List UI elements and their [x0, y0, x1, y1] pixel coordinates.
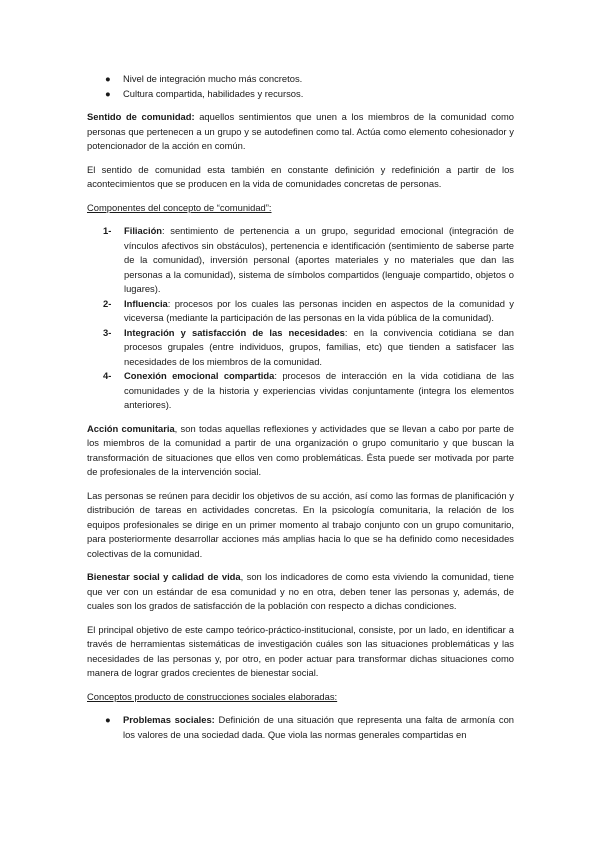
list-item: ● Problemas sociales: Definición de una situación que representa una falta de armonía con los valores de una sociedad dada. Que viola las normas generales compartidas en — [105, 714, 514, 740]
item-number: 1- — [103, 225, 112, 236]
bienestar-paragraph: Bienestar social y calidad de vida, son los indicadores de como esta viviendo la comunidad, tiene que ver con un estándar de esa comunidad y no en otra, deben tener las personas y, además, de cuales son los grados de satisfacción de la población con respecto a dichas condiciones. — [87, 571, 514, 611]
term: Acción comunitaria — [87, 422, 175, 434]
bullet-icon: ● — [105, 87, 111, 99]
item-number: 3- — [103, 326, 112, 338]
list-item: 1- Filiación: sentimiento de pertenencia a un grupo, seguridad emocional (integración de vínculos afectivos sin obstáculos), pertenencia e identificación (sentimiento de saberse parte de la comunidad), inversión personal (aportes materiales y no materiales que dan las personas a la comunidad), sistema de símbolos compartidos (lenguaje compartido, objetos o lugares). — [103, 225, 514, 294]
objetivo-paragraph: El principal objetivo de este campo teórico-práctico-institucional, consiste, por un lado, en identificar a través de herramientas sistemáticas de investigación cuáles son las situaciones problemáticas y las necesidades de las personas y, por otro, en poder actuar para transformar dichas situaciones como manera de lograr grados crecientes de bienestar social. — [87, 623, 514, 678]
bullet-icon: ● — [105, 73, 111, 84]
term: Bienestar social y calidad de vida — [87, 571, 241, 582]
item-number: 2- — [103, 297, 112, 309]
accion-paragraph: Acción comunitaria, son todas aquellas reflexiones y actividades que se llevan a cabo por parte de los miembros de la comunidad a partir de una organización o grupo comunitario y que buscan la transformación de situaciones que ellos ven como problemáticas. Ésta puede ser motivada por parte de profesionales de la intervención social. — [87, 422, 514, 477]
conceptos-list — [87, 713, 514, 742]
sentido-paragraph-2: El sentido de comunidad esta también en constante definición y redefinición a partir de los acontecimientos que se producen en la vida de comunidades concretas de personas. — [87, 163, 514, 189]
term: Sentido de comunidad: — [87, 111, 195, 122]
bullet-icon: ● — [105, 714, 111, 725]
section-title: Conceptos producto de construcciones sociales elaboradas: — [87, 690, 338, 702]
item-number: 4- — [103, 370, 112, 381]
list-item: 4- Conexión emocional compartida: procesos de interacción en la vida cotidiana de las comunidades y de la historia y experiencias vividas conjuntamente (integra los elementos anteriores). — [103, 370, 514, 410]
list-item: 3- Integración y satisfacción de las necesidades: en la convivencia cotidiana se dan procesos grupales (entre individuos, grupos, familias, etc) que tienden a satisfacer las necesidades de los miembros de la comunidad. — [103, 326, 515, 367]
personas-paragraph: Las personas se reúnen para decidir los objetivos de su acción, así como las formas de planificación y distribución de tareas en actividades concretas. En la psicología comunitaria, la relación de los equipos profesionales se dirige en un primer momento al trabajo conjunto con un grupo comunitario, para posteriormente desarrollar acciones más amplias hacia lo que se ha definido como necesidades colectivas de la comunidad. — [87, 489, 514, 559]
section-title: Componentes del concepto de “comunidad”: — [87, 201, 272, 213]
list-item: 2- Influencia: procesos por los cuales las personas inciden en aspectos de la comunidad y viceversa (mediante la participación de las personas en la vida pública de la comunidad). — [103, 297, 514, 323]
list-item: ● Cultura compartida, habilidades y recursos. — [87, 87, 514, 102]
page-content — [87, 72, 514, 742]
sentido-paragraph: Sentido de comunidad: aquellos sentimientos que unen a los miembros de la comunidad como personas que pertenecen a un grupo y se autodefinen como tal. Actúa como elemento cohesionador y potencionador de la acción en común. — [87, 111, 514, 151]
top-bullet-list — [87, 72, 514, 101]
componentes-list — [87, 224, 514, 413]
list-item: ● Nivel de integración mucho más concretos. — [87, 72, 514, 87]
